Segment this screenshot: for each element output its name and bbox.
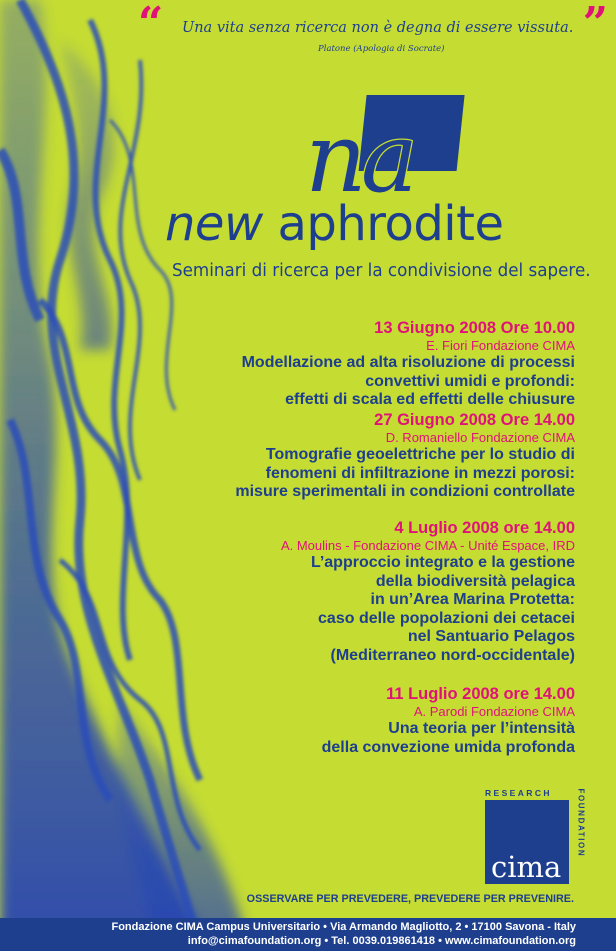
title-part-aphrodite: aphrodite: [277, 196, 504, 252]
cima-foundation-label: FOUNDATION: [576, 788, 586, 858]
cima-research-label: RESEARCH: [485, 788, 552, 798]
footer-contacts: info@cimafoundation.org • Tel. 0039.019861418 • www.cimafoundation.org: [187, 935, 576, 947]
seminar-date: 13 Giugno 2008 Ore 10.00: [374, 319, 575, 337]
foundation-motto: OSSERVARE PER PREVEDERE, PREVEDERE PER PREVENIRE.: [246, 893, 574, 905]
seminar-4: [322, 684, 575, 757]
new-aphrodite-logo: [303, 91, 469, 199]
seminar-date: 4 Luglio 2008 ore 14.00: [394, 519, 575, 537]
seminar-title: Modellazione ad alta risoluzione di processi convettivi umidi e profondi: effetti di scala ed effetti delle chiusure: [241, 354, 575, 408]
seminar-speaker: E. Fiori Fondazione CIMA: [426, 338, 575, 353]
seminar-title: Una teoria per l’intensità della convezione umida profonda: [321, 720, 575, 756]
seminar-title: Tomografie geoelettriche per lo studio di fenomeni di infiltrazione in mezzi porosi: misure sperimentali in condizioni controllate: [235, 446, 575, 500]
logo-letters: na: [305, 102, 413, 199]
footer-address: Fondazione CIMA Campus Universitario • Via Armando Magliotto, 2 • 17100 Savona - Italy: [111, 921, 576, 933]
seminar-1: [242, 318, 575, 410]
seminar-date: 27 Giugno 2008 Ore 14.00: [374, 411, 575, 429]
footer-bar: [0, 918, 616, 951]
seminar-3: [281, 518, 575, 665]
event-title: [165, 196, 585, 252]
title-part-new: new: [165, 196, 278, 252]
quote-text: Una vita senza ricerca non è degna di essere vissuta.: [182, 20, 574, 36]
close-quote-mark: ”: [582, 0, 608, 49]
seminar-title: L’approccio integrato e la gestione della biodiversità pelagica in un’Area Marina Protetta: caso delle popolazioni dei cetacei nel Santuario Pelagos (Mediterraneo nord-occidentale): [310, 554, 575, 664]
cima-foundation-label-wrap: [573, 788, 586, 884]
seminar-speaker: A. Moulins - Fondazione CIMA - Unité Espace, IRD: [280, 538, 575, 553]
seminar-2: [235, 410, 575, 502]
cima-logo-box: [485, 800, 569, 884]
open-quote-mark: “: [138, 0, 164, 49]
cima-foundation-logo: [485, 788, 586, 884]
seminar-date: 11 Luglio 2008 ore 14.00: [386, 685, 575, 703]
seminar-speaker: D. Romaniello Fondazione CIMA: [385, 430, 575, 445]
event-subtitle: Seminari di ricerca per la condivisione del sapere.: [172, 260, 591, 281]
quote-source: Platone (Apologia di Socrate): [318, 44, 445, 54]
quote-block: [138, 0, 608, 60]
seminar-speaker: A. Parodi Fondazione CIMA: [413, 704, 575, 719]
cima-wordmark: cima: [491, 850, 562, 884]
